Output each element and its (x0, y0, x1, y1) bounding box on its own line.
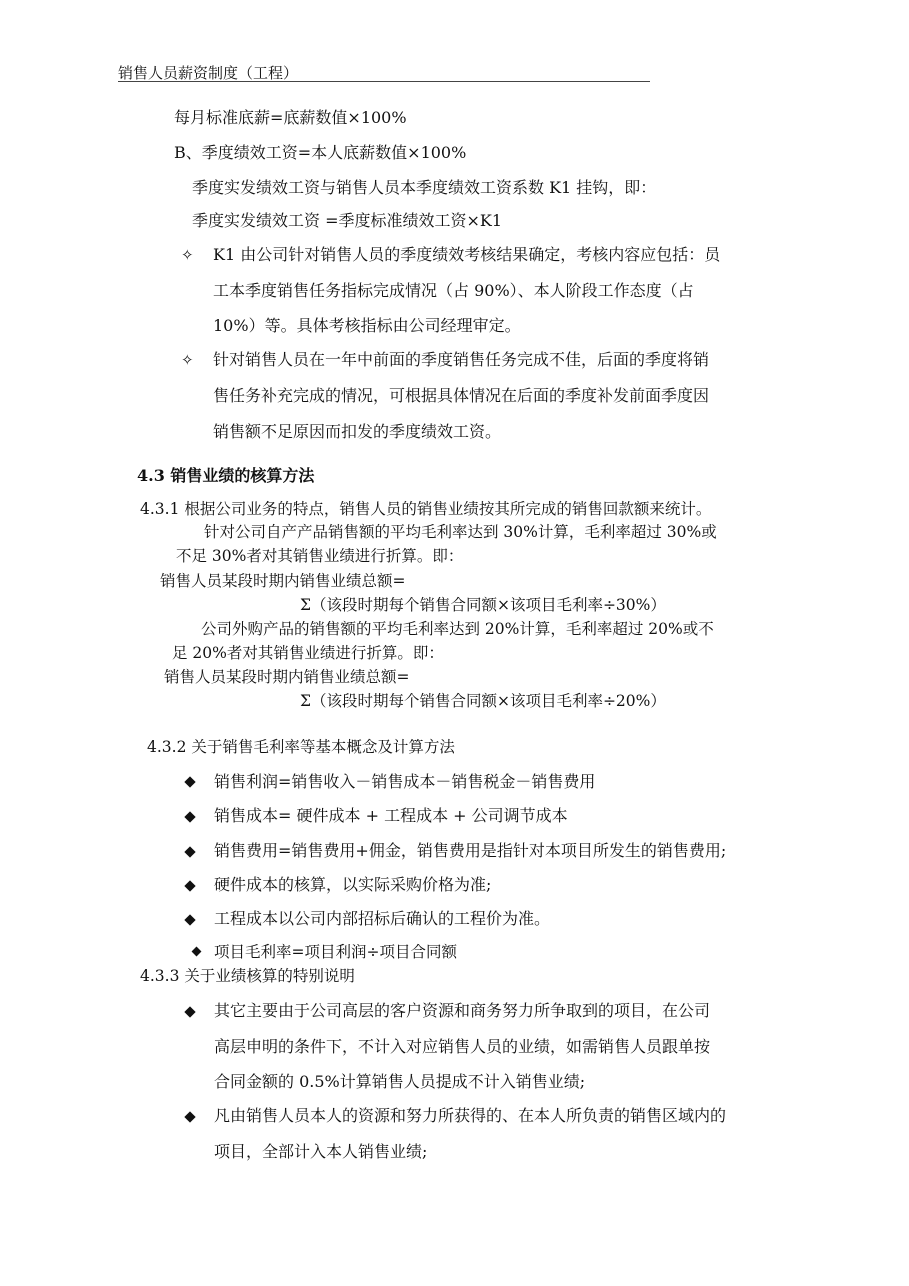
formula-2-label: 销售人员某段时期内销售业绩总额= (164, 668, 410, 686)
list-item: 销售利润=销售收入－销售成本－销售税金－销售费用 (214, 772, 596, 791)
para-431-own-products: 针对公司自产产品销售额的平均毛利率达到 30%计算，毛利率超过 30%或 (204, 523, 717, 541)
list-item: 项目毛利率=项目利润÷项目合同额 (214, 943, 457, 961)
header-rule (118, 81, 650, 82)
page-header-title: 销售人员薪资制度（工程） (118, 64, 299, 82)
base-salary-line: 每月标准底薪=底薪数值×100% (174, 108, 407, 127)
list-item: 销售费用=销售费用+佣金，销售费用是指针对本项目所发生的销售费用; (214, 841, 727, 860)
list-item: 硬件成本的核算，以实际采购价格为准; (214, 875, 492, 894)
special-note-line: 高层申明的条件下，不计入对应销售人员的业绩，如需销售人员跟单按 (214, 1037, 711, 1056)
formula-1-label: 销售人员某段时期内销售业绩总额= (160, 572, 406, 590)
k1-paragraph-line: 工本季度销售任务指标完成情况（占 90%）、本人阶段工作态度（占 (213, 281, 694, 300)
makeup-paragraph-line: 售任务补充完成的情况，可根据具体情况在后面的季度补发前面季度因 (213, 386, 710, 405)
special-note-line: 凡由销售人员本人的资源和努力所获得的、在本人所负责的销售区域内的 (214, 1106, 727, 1125)
diamond-bullet-icon (184, 914, 195, 925)
quarter-bonus-line: B、季度绩效工资=本人底薪数值×100% (174, 143, 467, 162)
k1-link-line: 季度实发绩效工资与销售人员本季度绩效工资系数 K1 挂钩，即： (192, 178, 657, 197)
para-431-own-products-cont: 不足 30%者对其销售业绩进行折算。即： (176, 547, 464, 565)
diamond-bullet-icon (192, 947, 202, 957)
special-note-line: 项目，全部计入本人销售业绩; (214, 1142, 428, 1161)
list-item: 工程成本以公司内部招标后确认的工程价为准。 (214, 909, 551, 928)
para-431: 4.3.1 根据公司业务的特点，销售人员的销售业绩按其所完成的销售回款额来统计。 (140, 500, 712, 518)
makeup-paragraph-line: 针对销售人员在一年中前面的季度销售任务完成不佳，后面的季度将销 (213, 350, 710, 369)
star-bullet-icon: ✧ (181, 246, 194, 264)
diamond-bullet-icon (184, 776, 195, 787)
list-item: 销售成本= 硬件成本 + 工程成本 + 公司调节成本 (214, 806, 568, 825)
formula-2-expression: Σ（该段时期每个销售合同额×该项目毛利率÷20%） (300, 692, 666, 710)
k1-paragraph-line: 10%）等。具体考核指标由公司经理审定。 (213, 316, 521, 335)
makeup-paragraph-line: 销售额不足原因而扣发的季度绩效工资。 (213, 422, 502, 441)
k1-paragraph-line: K1 由公司针对销售人员的季度绩效考核结果确定，考核内容应包括：员 (213, 245, 721, 264)
special-note-line: 合同金额的 0.5%计算销售人员提成不计入销售业绩; (214, 1072, 586, 1091)
star-bullet-icon: ✧ (181, 351, 194, 369)
heading-432: 4.3.2 关于销售毛利率等基本概念及计算方法 (147, 738, 455, 756)
formula-1-expression: Σ（该段时期每个销售合同额×该项目毛利率÷30%） (300, 596, 666, 614)
section-heading: 4.3 销售业绩的核算方法 (137, 466, 315, 485)
para-431-purchased-products-cont: 足 20%者对其销售业绩进行折算。即： (172, 644, 444, 662)
k1-formula-line: 季度实发绩效工资 =季度标准绩效工资×K1 (192, 211, 503, 230)
special-note-line: 其它主要由于公司高层的客户资源和商务努力所争取到的项目，在公司 (214, 1001, 711, 1020)
diamond-bullet-icon (184, 811, 195, 822)
diamond-bullet-icon (184, 880, 195, 891)
diamond-bullet-icon (184, 1006, 195, 1017)
diamond-bullet-icon (184, 846, 195, 857)
heading-433: 4.3.3 关于业绩核算的特别说明 (140, 967, 355, 985)
para-431-purchased-products: 公司外购产品的销售额的平均毛利率达到 20%计算，毛利率超过 20%或不 (201, 620, 714, 638)
diamond-bullet-icon (184, 1111, 195, 1122)
